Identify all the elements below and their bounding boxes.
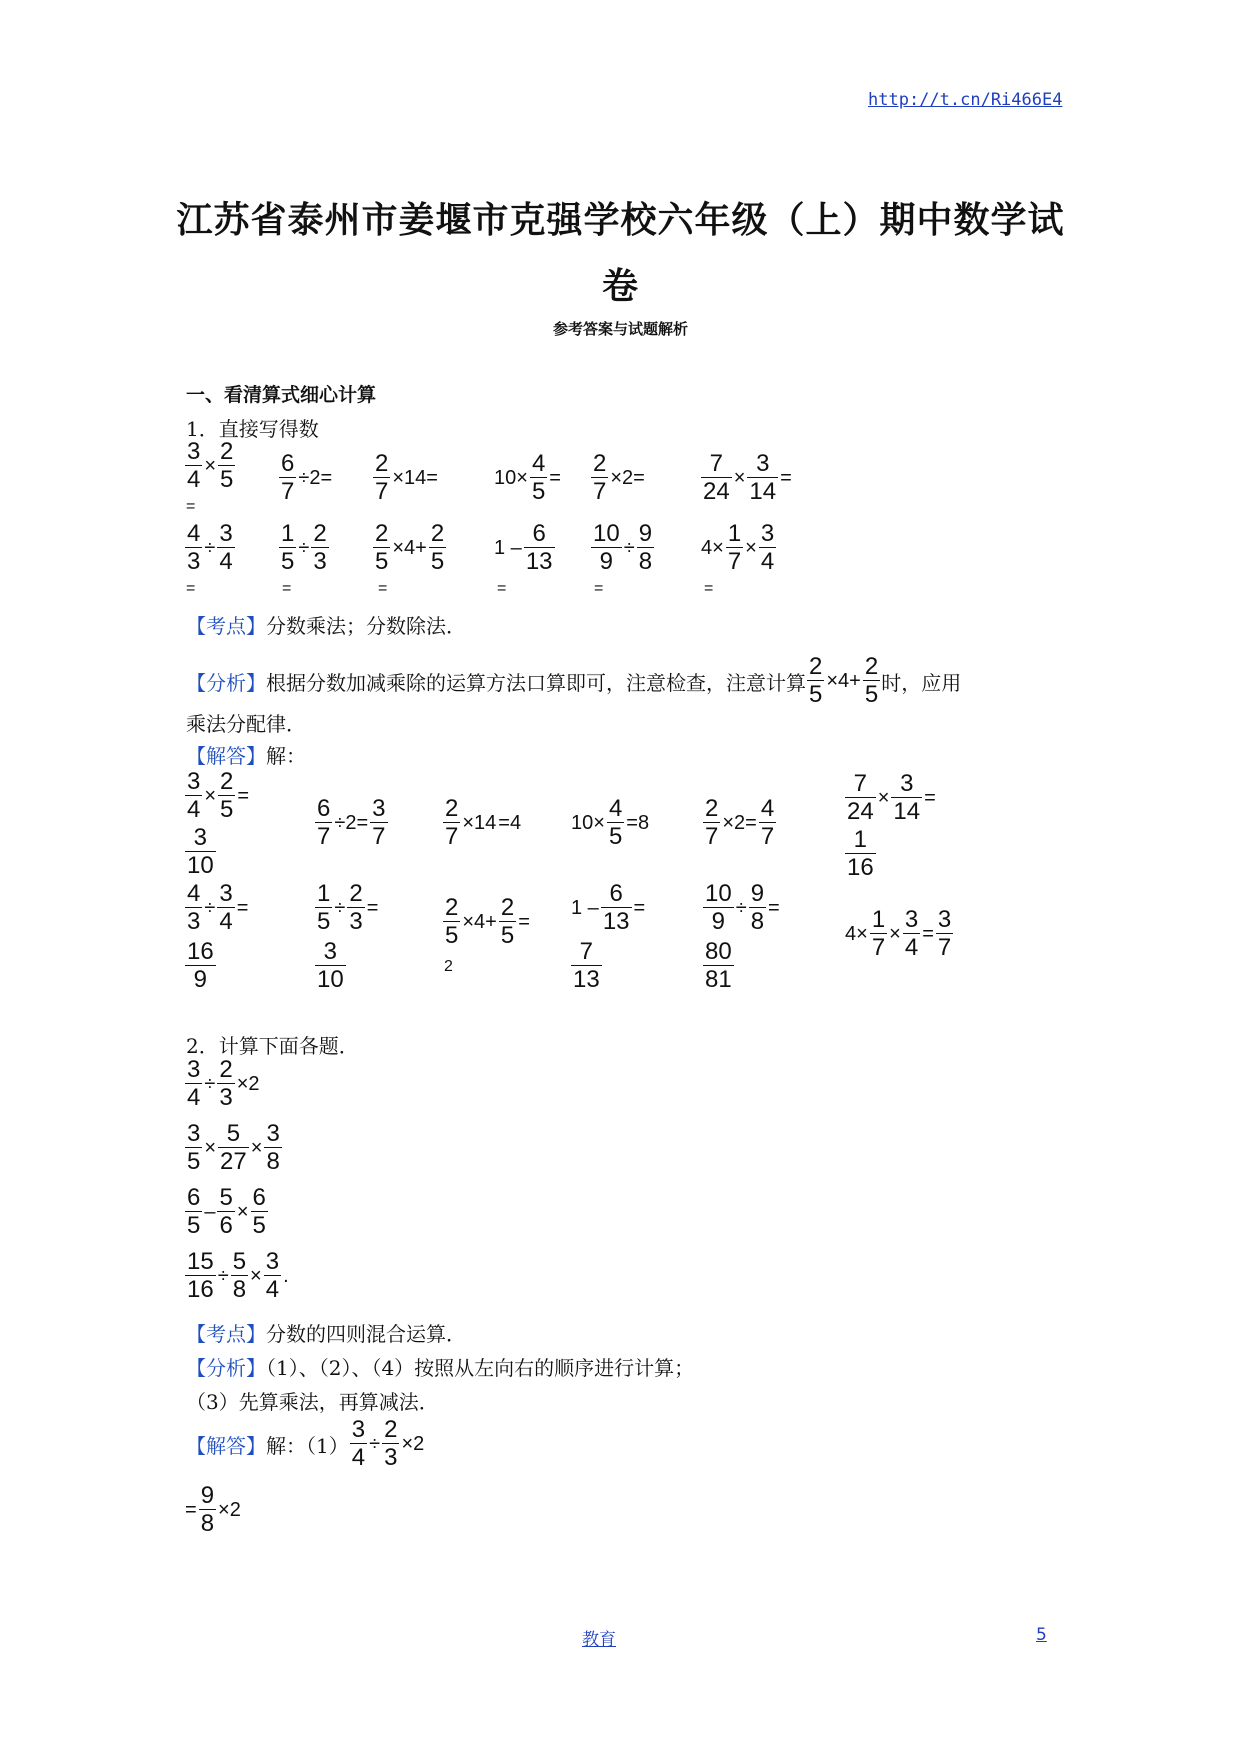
answer-6: 7 24 × 3 14 = (847, 770, 936, 825)
q2-problem-2: 3 5 × 5 27 × 3 8 (187, 1120, 280, 1175)
answer-11-result: 80 81 (705, 938, 732, 993)
q2-jieda (186, 1418, 425, 1470)
question-1-label: 1．直接写得数 (186, 417, 319, 441)
answer-8-result: 3 10 (317, 938, 344, 993)
problem-7-eq: = (186, 580, 196, 597)
answer-1: 3 4 × 2 5 = (187, 768, 250, 823)
problem-9: 2 5 ×4+ 2 5 (375, 520, 445, 575)
problem-9-eq: = (378, 580, 388, 597)
problem-12-eq: = (704, 580, 714, 597)
footer-link[interactable]: 教育 (582, 1630, 616, 1650)
answer-10-result: 7 13 (573, 938, 600, 993)
q1-fenxi-line2: 乘法分配律． (186, 712, 306, 736)
q2-jieda-expr: 3 4 ÷ 2 3 ×2 (351, 1416, 425, 1471)
q1-jieda (186, 740, 306, 769)
q2-step-1: = 9 8 ×2 (185, 1482, 241, 1537)
problem-4: 10× 4 5 = (494, 450, 561, 505)
page-subtitle: 参考答案与试题解析 (552, 320, 688, 338)
answer-9: 2 5 ×4+ 2 5 = (445, 894, 530, 949)
problem-8-eq: = (282, 580, 292, 597)
problem-12: 4× 1 7 × 3 4 (701, 520, 775, 575)
answer-9-result: 2 (444, 958, 453, 975)
problem-1: 3 4 × 2 5 (187, 438, 234, 493)
q2-fenxi (186, 1352, 694, 1381)
q2-jieda-text: 解：（1） (266, 1433, 349, 1458)
problem-2: 6 7 ÷2= (281, 450, 333, 505)
problem-10-eq: = (497, 580, 507, 597)
source-link[interactable]: http://t.cn/Ri466E4 (868, 90, 1063, 110)
answer-1-result: 3 10 (187, 824, 214, 879)
answer-12: 4× 1 7 × 3 4 = 3 7 (845, 906, 952, 961)
answer-11: 10 9 ÷ 9 8 = (705, 880, 780, 935)
answer-6-result: 1 16 (847, 826, 874, 881)
problem-11-eq: = (594, 580, 604, 597)
problem-10: 1 – 6 13 (494, 520, 553, 575)
q2-kaodian-text: 分数的四则混合运算． (266, 1322, 466, 1346)
q2-jieda-tag: 【解答】 (186, 1433, 266, 1458)
q2-fenxi-line2: （3）先算乘法，再算减法． (186, 1390, 439, 1414)
fenxi-expr: 2 5 ×4+ 2 5 (809, 653, 879, 708)
problem-8: 1 5 ÷ 2 3 (281, 520, 327, 575)
answer-4: 10× 4 5 =8 (571, 795, 650, 850)
page-title: 江苏省泰州市姜堰市克强学校六年级（上）期中数学试 (176, 200, 1065, 241)
section-heading: 一、看清算式细心计算 (186, 384, 377, 406)
problem-7: 4 3 ÷ 3 4 (187, 520, 233, 575)
fenxi-text-post: 时，应用 (881, 670, 962, 695)
q2-problem-4: 15 16 ÷ 5 8 × 3 4 . (187, 1248, 289, 1303)
problem-11: 10 9 ÷ 9 8 (593, 520, 653, 575)
q2-fenxi-tag: 【分析】 (186, 1356, 266, 1380)
jieda-tag: 【解答】 (186, 744, 266, 768)
page-number: 5 (1036, 1625, 1047, 1645)
q1-kaodian (186, 610, 466, 639)
problem-3: 2 7 ×14= (375, 450, 438, 505)
answer-2: 6 7 ÷2= 3 7 (317, 795, 386, 850)
fenxi-text: 根据分数加减乘除的运算方法口算即可，注意检查，注意计算 (266, 670, 806, 695)
problem-5: 2 7 ×2= (593, 450, 645, 505)
q1-fenxi (186, 655, 961, 707)
fenxi-tag: 【分析】 (186, 670, 266, 695)
answer-8: 1 5 ÷ 2 3 = (317, 880, 379, 935)
q2-kaodian-tag: 【考点】 (186, 1322, 266, 1346)
answer-7-result: 16 9 (187, 938, 214, 993)
q2-problem-3: 6 5 – 5 6 × 6 5 (187, 1184, 266, 1239)
jieda-text: 解： (266, 744, 306, 768)
question-2-label: 2．计算下面各题． (186, 1034, 359, 1058)
problem-6: 7 24 × 3 14 = (703, 450, 792, 505)
answer-7: 4 3 ÷ 3 4 = (187, 880, 249, 935)
page-title-line2: 卷 (601, 266, 639, 307)
kaodian-tag: 【考点】 (186, 614, 266, 638)
answer-10: 1 – 6 13 = (571, 880, 646, 935)
problem-1-eq: = (186, 498, 196, 515)
answer-3: 2 7 ×14 =4 (445, 795, 522, 850)
q2-problem-1: 3 4 ÷ 2 3 ×2 (187, 1056, 260, 1111)
q2-fenxi-text: （1）、（2）、（4）按照从左向右的顺序进行计算； (266, 1356, 695, 1380)
answer-5: 2 7 ×2= 4 7 (705, 795, 775, 850)
q2-kaodian (186, 1318, 466, 1347)
kaodian-text: 分数乘法；分数除法． (266, 614, 466, 638)
